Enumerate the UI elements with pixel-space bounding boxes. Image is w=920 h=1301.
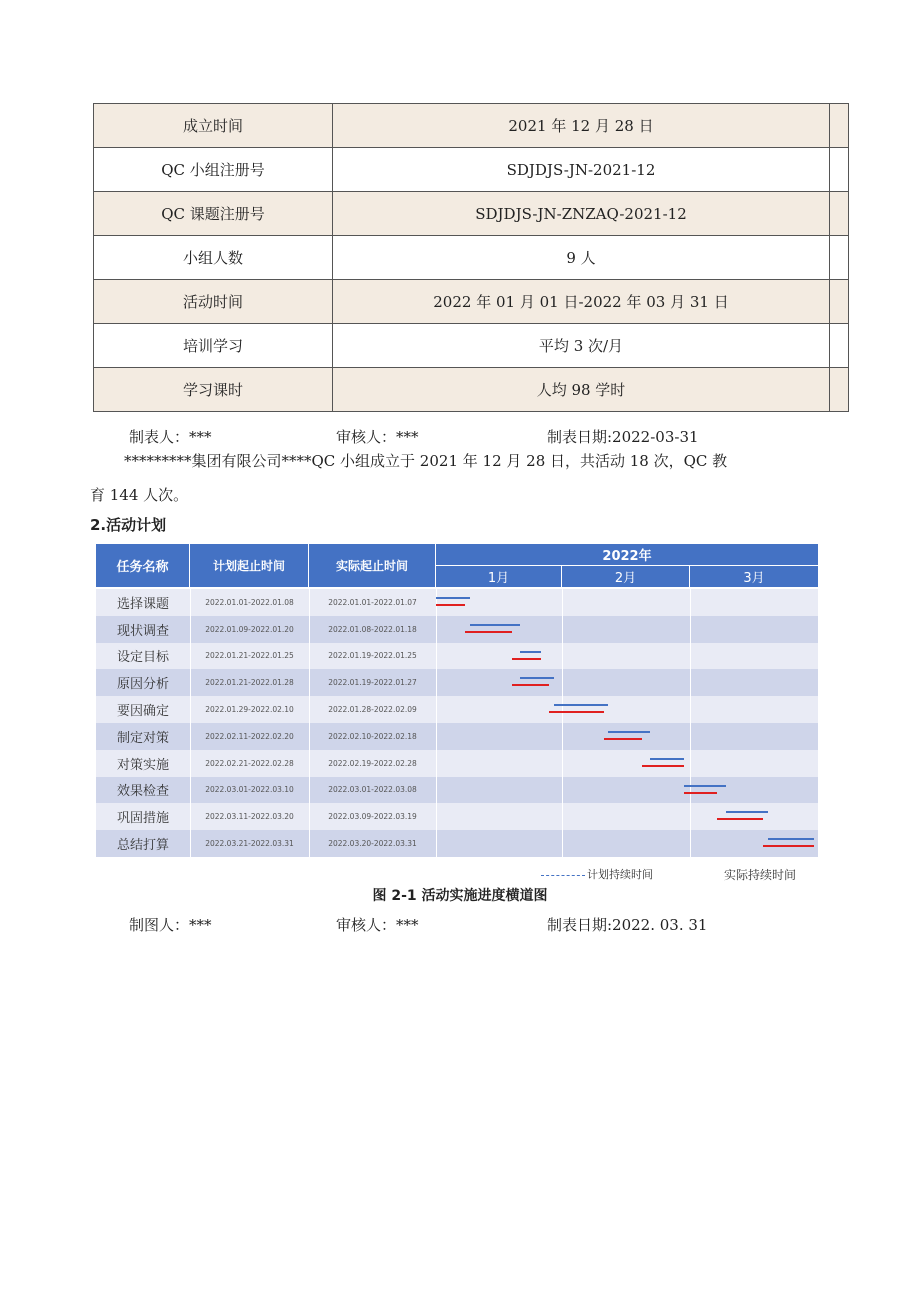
task-planned-time: 2022.01.09-2022.01.20 (205, 624, 294, 634)
planned-duration-bar (726, 811, 768, 813)
info-value: SDJDJS-JN-2021-12 (333, 148, 830, 192)
task-name: 现状调查 (116, 623, 169, 639)
info-label: 学习课时 (94, 368, 333, 412)
gantt-chart (96, 544, 818, 857)
planned-duration-bar (520, 651, 541, 653)
info-value: 9 人 (333, 236, 830, 280)
legend-plan-swatch (541, 875, 585, 876)
grid-line (309, 589, 310, 857)
task-name: 效果检查 (116, 784, 169, 800)
task-planned-time: 2022.01.01-2022.01.08 (205, 597, 294, 607)
task-actual-time: 2022.01.19-2022.01.27 (328, 678, 417, 688)
planned-duration-bar (684, 785, 726, 787)
info-value: 平均 3 次/月 (333, 324, 830, 368)
header-planned-time: 计划起止时间 (190, 544, 309, 587)
task-actual-time: 2022.03.20-2022.03.31 (328, 839, 417, 849)
info-label: QC 课题注册号 (94, 192, 333, 236)
header-month-1: 1月 (436, 566, 562, 587)
info-row (94, 236, 849, 280)
task-name: 选择课题 (116, 596, 169, 612)
paragraph-line-1: *********集团有限公司****QC 小组成立于 2021 年 12 月 28 日，共活动 18 次，QC 教 (124, 452, 728, 470)
info-empty-cell (830, 192, 849, 236)
gantt-row (96, 669, 818, 696)
actual-duration-bar (604, 738, 642, 740)
legend-actual-label: 实际持续时间 (724, 868, 797, 882)
task-actual-time: 2022.01.01-2022.01.07 (328, 597, 417, 607)
grid-line (436, 589, 437, 857)
planned-duration-bar (554, 704, 609, 706)
info-empty-cell (830, 236, 849, 280)
table-reviewer: 审核人：*** (336, 428, 419, 446)
paragraph-line-2: 育 144 人次。 (90, 486, 189, 504)
gantt-row (96, 643, 818, 670)
gantt-row (96, 723, 818, 750)
task-planned-time: 2022.01.21-2022.01.28 (205, 678, 294, 688)
info-value: 2021 年 12 月 28 日 (333, 104, 830, 148)
table-date: 制表日期:2022-03-31 (547, 428, 699, 446)
legend-plan (541, 866, 653, 882)
planned-duration-bar (650, 758, 684, 760)
planned-duration-bar (520, 677, 554, 679)
actual-duration-bar (684, 792, 718, 794)
info-row (94, 104, 849, 148)
gantt-row (96, 616, 818, 643)
gantt-row (96, 750, 818, 777)
info-label: QC 小组注册号 (94, 148, 333, 192)
actual-duration-bar (717, 818, 763, 820)
info-row (94, 148, 849, 192)
header-year: 2022年 (436, 544, 818, 566)
task-actual-time: 2022.03.01-2022.03.08 (328, 785, 417, 795)
planned-duration-bar (436, 597, 470, 599)
task-name: 制定对策 (116, 730, 169, 746)
task-actual-time: 2022.03.09-2022.03.19 (328, 812, 417, 822)
actual-duration-bar (465, 631, 511, 633)
info-empty-cell (830, 148, 849, 192)
header-month-3: 3月 (690, 566, 818, 587)
info-label: 小组人数 (94, 236, 333, 280)
task-actual-time: 2022.01.19-2022.01.25 (328, 651, 417, 661)
actual-duration-bar (436, 604, 465, 606)
gantt-row (96, 589, 818, 616)
info-row (94, 324, 849, 368)
planned-duration-bar (608, 731, 650, 733)
task-name: 设定目标 (116, 650, 169, 666)
info-value: 2022 年 01 月 01 日-2022 年 03 月 31 日 (333, 280, 830, 324)
planned-duration-bar (768, 838, 814, 840)
header-actual-time: 实际起止时间 (309, 544, 436, 587)
actual-duration-bar (763, 845, 813, 847)
info-label: 成立时间 (94, 104, 333, 148)
legend-plan-label: 计划持续时间 (587, 868, 653, 881)
section-heading: 2.活动计划 (90, 516, 167, 534)
info-value: 人均 98 学时 (333, 368, 830, 412)
gantt-rows (96, 589, 818, 857)
header-month-2: 2月 (562, 566, 690, 587)
task-planned-time: 2022.01.29-2022.02.10 (205, 705, 294, 715)
info-row (94, 192, 849, 236)
info-row (94, 368, 849, 412)
info-label: 培训学习 (94, 324, 333, 368)
info-empty-cell (830, 104, 849, 148)
info-empty-cell (830, 324, 849, 368)
actual-duration-bar (512, 684, 550, 686)
actual-duration-bar (512, 658, 541, 660)
task-name: 巩固措施 (116, 811, 169, 827)
info-row (94, 280, 849, 324)
figure-date: 制表日期:2022. 03. 31 (547, 916, 708, 934)
info-empty-cell (830, 368, 849, 412)
gantt-row (96, 696, 818, 723)
gantt-row (96, 830, 818, 857)
task-actual-time: 2022.02.10-2022.02.18 (328, 731, 417, 741)
figure-caption: 图 2-1 活动实施进度横道图 (372, 888, 548, 904)
task-name: 总结打算 (116, 838, 169, 854)
figure-reviewer: 审核人：*** (336, 916, 419, 934)
gantt-row (96, 777, 818, 804)
task-name: 原因分析 (116, 677, 169, 693)
task-planned-time: 2022.03.01-2022.03.10 (205, 785, 294, 795)
actual-duration-bar (549, 711, 604, 713)
figure-maker: 制图人：*** (129, 916, 212, 934)
planned-duration-bar (470, 624, 520, 626)
task-actual-time: 2022.02.19-2022.02.28 (328, 758, 417, 768)
grid-line (190, 589, 191, 857)
info-label: 活动时间 (94, 280, 333, 324)
task-actual-time: 2022.01.28-2022.02.09 (328, 705, 417, 715)
grid-line (562, 589, 563, 857)
task-planned-time: 2022.03.21-2022.03.31 (205, 839, 294, 849)
task-planned-time: 2022.01.21-2022.01.25 (205, 651, 294, 661)
info-table (93, 103, 849, 412)
gantt-row (96, 803, 818, 830)
actual-duration-bar (642, 765, 684, 767)
task-actual-time: 2022.01.08-2022.01.18 (328, 624, 417, 634)
task-name: 要因确定 (116, 704, 169, 720)
info-value: SDJDJS-JN-ZNZAQ-2021-12 (333, 192, 830, 236)
task-planned-time: 2022.02.11-2022.02.20 (205, 731, 294, 741)
table-maker: 制表人：*** (129, 428, 212, 446)
task-name: 对策实施 (116, 757, 169, 773)
task-planned-time: 2022.02.21-2022.02.28 (205, 758, 294, 768)
info-empty-cell (830, 280, 849, 324)
header-task-name: 任务名称 (96, 544, 190, 587)
grid-line (690, 589, 691, 857)
task-planned-time: 2022.03.11-2022.03.20 (205, 812, 294, 822)
